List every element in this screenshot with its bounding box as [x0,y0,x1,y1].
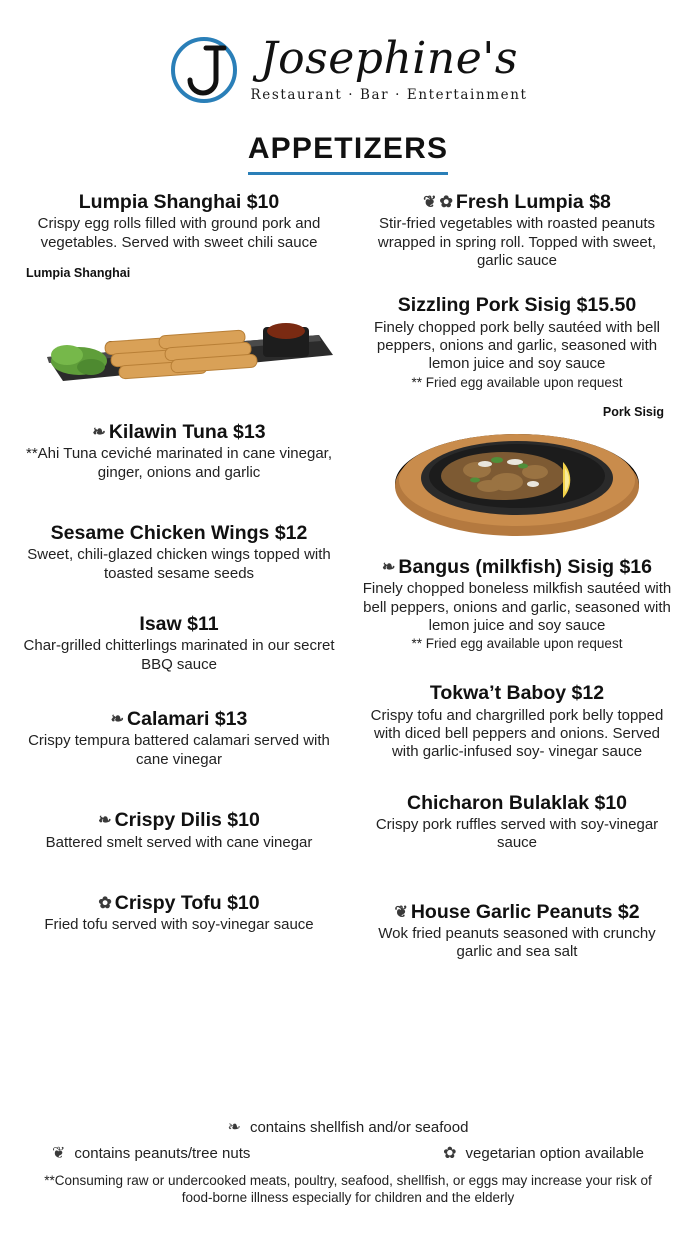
pork-sisig-photo [356,422,678,540]
menu-item-heading [18,892,340,914]
menu-item-description: Crispy tofu and chargrilled pork belly topped with diced bell peppers and onions. Served with garlic-infused soy- vinegar sauce [370,706,664,761]
menu-item-description: Crispy pork ruffles served with soy-vinegar sauce [375,816,659,852]
seafood-icon: ❧ [98,812,112,830]
menu-item-heading [356,556,678,578]
menu-item-heading [18,613,340,635]
legend-seafood [228,1117,469,1137]
menu-item-name: Calamari [127,708,210,731]
menu-item-description: Char-grilled chitterlings marinated in our secret BBQ sauce [23,637,335,673]
menu-item-name: Sesame Chicken Wings [50,522,270,545]
peanut-icon: ❦ [52,1145,66,1162]
menu-item-price: $13 [214,708,248,731]
menu-item-heading [356,191,678,213]
menu-item-description: Wok fried peanuts seasoned with crunchy garlic and sea salt [378,925,656,961]
menu-item-price: $2 [617,900,640,923]
menu-item-note: ** Fried egg available upon request [411,636,623,652]
menu-item-price: $11 [187,613,219,636]
menu-item [18,613,340,674]
photo-caption: Pork Sisig [602,404,664,419]
brand-tagline: Restaurant · Bar · Entertainment [250,87,528,103]
menu-item-description: Finely chopped pork belly sautéed with bell peppers, onions and garlic, seasoned with lemon juice and soy sauce [373,318,660,373]
vegetarian-icon: ✿ [98,894,112,912]
menu-item-heading [356,792,678,814]
lumpia-photo-block [18,266,340,395]
legend-peanuts-label: contains peanuts/tree nuts [74,1144,251,1162]
legend-vegetarian [443,1143,644,1163]
peanut-icon: ❦ [423,194,437,211]
menu-item [356,556,678,653]
menu-item-name: Kilawin Tuna [108,421,228,444]
menu-item [18,809,340,852]
menu-item-price: $16 [619,555,652,578]
legend-seafood-label: contains shellfish and/or seafood [249,1118,469,1136]
restaurant-logo [0,0,696,106]
menu-item-price: $12 [571,682,605,705]
menu-item-name: Chicharon Bulaklak [406,791,590,814]
menu-item [18,892,340,935]
menu-item-name: Tokwa’t Baboy [429,682,567,705]
menu-item-heading [356,682,678,704]
sisig-photo-block [356,405,678,540]
menu-item-description: Fried tofu served with soy-vinegar sauce [44,916,314,934]
menu-item-price: $10 [227,809,260,832]
menu-item-name: Lumpia Shanghai [78,191,242,213]
menu-item-price: $13 [233,421,266,444]
menu-item-price: $15.50 [576,294,637,317]
menu-item [18,421,340,482]
menu-item-description: Crispy egg rolls filled with ground pork and vegetables. Served with sweet chili sauce [37,215,321,251]
menu-item [356,191,678,270]
seafood-icon: ❧ [92,424,106,442]
menu-item-price: $12 [274,522,308,545]
menu-item [356,792,678,853]
menu-item [18,522,340,583]
photo-caption: Lumpia Shanghai [26,266,131,281]
menu-item-description: Crispy tempura battered calamari served with cane vinegar [28,732,330,768]
menu-item-heading [18,421,340,443]
menu-item-heading [18,522,340,544]
section-title-wrap [0,132,696,175]
seafood-icon: ❧ [227,1119,241,1136]
menu-item-note: ** Fried egg available upon request [411,374,623,390]
menu-item [356,682,678,761]
menu-item-price: $8 [589,191,611,213]
menu-item [18,708,340,769]
peanut-icon: ❦ [394,903,408,921]
menu-grid [0,191,696,976]
legend-peanuts [52,1143,250,1163]
menu-item-description: Finely chopped boneless milkfish sautéed with bell peppers, onions and garlic, seasoned with lemon juice and soy sauce [362,580,672,634]
menu-item-name: Sizzling Pork Sisig [397,294,572,317]
menu-item [18,191,340,252]
disclaimer-text: **Consuming raw or undercooked meats, poultry, seafood, shellfish, or eggs may increase your risk of food-borne illness especially for children and the elderly [44,1173,652,1206]
menu-item-name: Fresh Lumpia [455,191,584,213]
menu-item [356,294,678,391]
menu-item-description: Sweet, chili-glazed chicken wings topped with toasted sesame seeds [27,546,331,582]
seafood-icon: ❧ [382,558,396,576]
legend [0,1117,696,1163]
menu-item-heading [18,809,340,831]
menu-item-heading [18,191,340,213]
brand-name: Josephine's [260,33,518,84]
menu-item-price: $10 [594,791,628,814]
menu-item-description: Battered smelt served with cane vinegar [45,833,313,851]
logo-mark-icon [168,34,240,106]
menu-item-name: Bangus (milkfish) Sisig [398,555,615,578]
menu-item-heading [356,294,678,316]
menu-item-name: Crispy Dilis [114,809,222,832]
menu-item-price: $10 [227,891,260,914]
vegetarian-icon: ✿ [439,194,453,211]
menu-item-name: House Garlic Peanuts [410,900,613,923]
menu-item-description: **Ahi Tuna ceviché marinated in cane vinegar, ginger, onions and garlic [25,445,333,481]
menu-item-heading [356,901,678,923]
menu-item-price: $10 [246,191,280,213]
menu-column-right [352,191,678,976]
menu-item [356,901,678,962]
menu-column-left [18,191,344,976]
menu-item-heading [18,708,340,730]
vegetarian-icon: ✿ [443,1145,457,1162]
menu-item-name: Isaw [139,613,182,636]
seafood-icon: ❧ [110,711,125,729]
legend-vegetarian-label: vegetarian option available [465,1144,644,1162]
lumpia-shanghai-photo [18,283,340,395]
page-title: APPETIZERS [248,132,448,175]
menu-item-description: Stir-fried vegetables with roasted peanuts wrapped in spring roll. Topped with sweet, garlic sauce [377,215,657,270]
menu-item-name: Crispy Tofu [114,891,222,914]
